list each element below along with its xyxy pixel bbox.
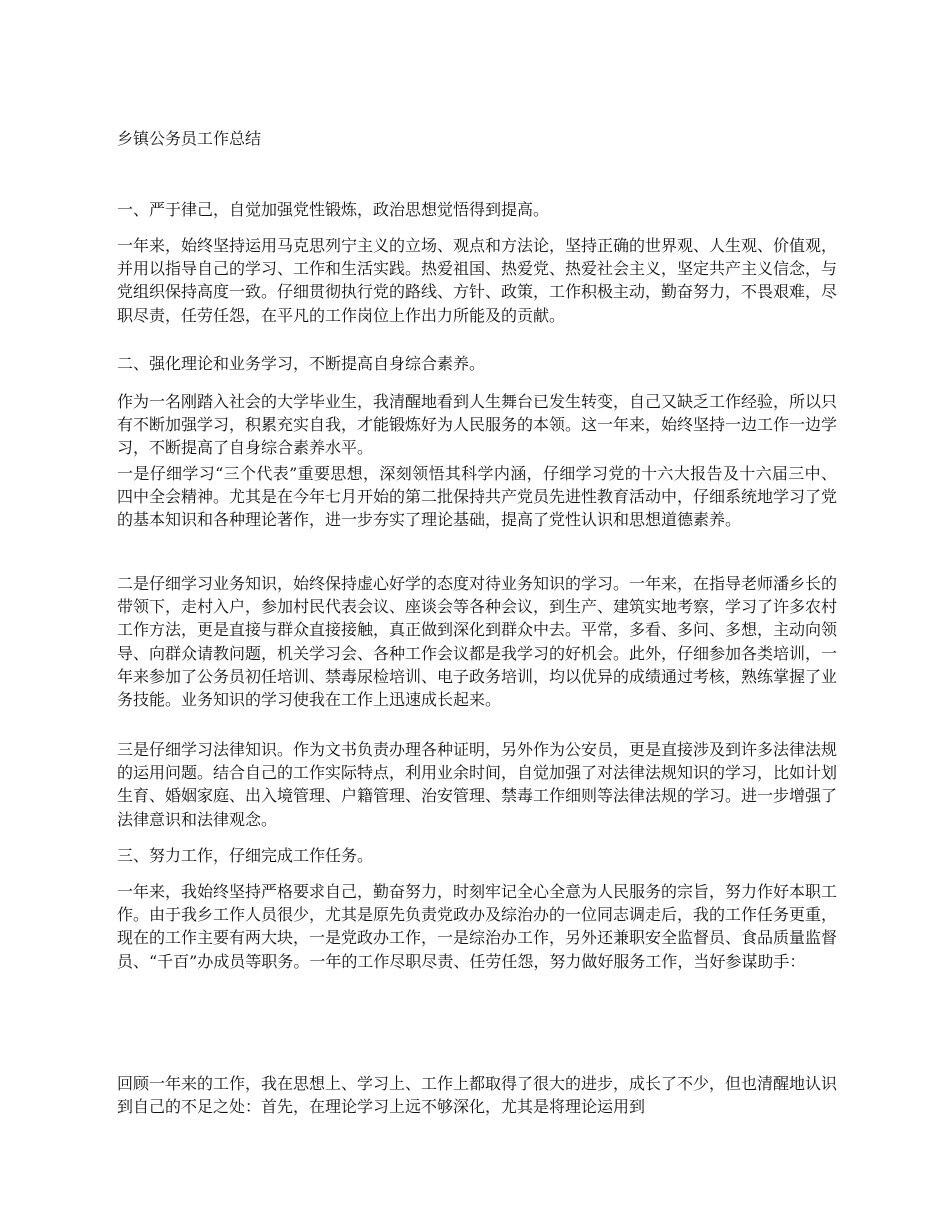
body-paragraph: 回顾一年来的工作，我在思想上、学习上、工作上都取得了很大的进步，成长了不少，但也清醒地认识到自己的不足之处：首先，在理论学习上远不够深化，尤其是将理论运用到 (117, 1074, 838, 1117)
section-heading-1: 一、严于律己，自觉加强党性锻炼，政治思想觉悟得到提高。 (117, 200, 550, 219)
document-title: 乡镇公务员工作总结 (117, 129, 262, 148)
section-heading-2: 二、强化理论和业务学习，不断提高自身综合素养。 (117, 354, 486, 373)
body-paragraph: 一年来，我始终坚持严格要求自己，勤奋努力，时刻牢记全心全意为人民服务的宗旨，努力作好本职工作。由于我乡工作人员很少，尤其是原先负责党政办及综治办的一位同志调走后，我的工作任务更重，现在的工作主要有两大块，一是党政办工作，一是综治办工作，另外还兼职安全监督员、食品质量监督员、“千百”办成员等职务。一年的工作尽职尽责、任劳任怨，努力做好服务工作，当好参谋助手： (117, 882, 838, 971)
body-paragraph: 一年来，始终坚持运用马克思列宁主义的立场、观点和方法论，坚持正确的世界观、人生观、价值观，并用以指导自己的学习、工作和生活实践。热爱祖国、热爱党、热爱社会主义，坚定共产主义信念，与党组织保持高度一致。仔细贯彻执行党的路线、方针、政策，工作积极主动，勤奋努力，不畏艰难，尽职尽责，任劳任怨，在平凡的工作岗位上作出力所能及的贡献。 (117, 236, 838, 325)
body-paragraph: 二是仔细学习业务知识，始终保持虚心好学的态度对待业务知识的学习。一年来，在指导老师潘乡长的带领下，走村入户，参加村民代表会议、座谈会等各种会议，到生产、建筑实地考察，学习了许多农村工作方法，更是直接与群众直接接触，真正做到深化到群众中去。平常，多看、多问、多想，主动向领导、向群众请教问题，机关学习会、各种工作会议都是我学习的好机会。此外，仔细参加各类培训，一年来参加了公务员初任培训、禁毒尿检培训、电子政务培训，均以优异的成绩通过考核，熟练掌握了业务技能。业务知识的学习使我在工作上迅速成长起来。 (117, 574, 838, 710)
body-paragraph: 作为一名刚踏入社会的大学毕业生，我清醒地看到人生舞台已发生转变，自己又缺乏工作经验，所以只有不断加强学习，积累充实自我，才能锻炼好为人民服务的本领。这一年来，始终坚持一边工作一边学习，不断提高了自身综合素养水平。 (117, 392, 838, 458)
body-paragraph: 一是仔细学习“三个代表”重要思想，深刻领悟其科学内涵，仔细学习党的十六大报告及十六届三中、四中全会精神。尤其是在今年七月开始的第二批保持共产党员先进性教育活动中，仔细系统地学习了党的基本知识和各种理论著作，进一步夯实了理论基础，提高了党性认识和思想道德素养。 (117, 464, 838, 530)
body-paragraph: 三是仔细学习法律知识。作为文书负责办理各种证明，另外作为公安员，更是直接涉及到许多法律法规的运用问题。结合自己的工作实际特点，利用业余时间，自觉加强了对法律法规知识的学习，比如计划生育、婚姻家庭、出入境管理、户籍管理、治安管理、禁毒工作细则等法律法规的学习。进一步增强了法律意识和法律观念。 (117, 740, 838, 829)
section-heading-3: 三、努力工作，仔细完成工作任务。 (117, 846, 374, 865)
